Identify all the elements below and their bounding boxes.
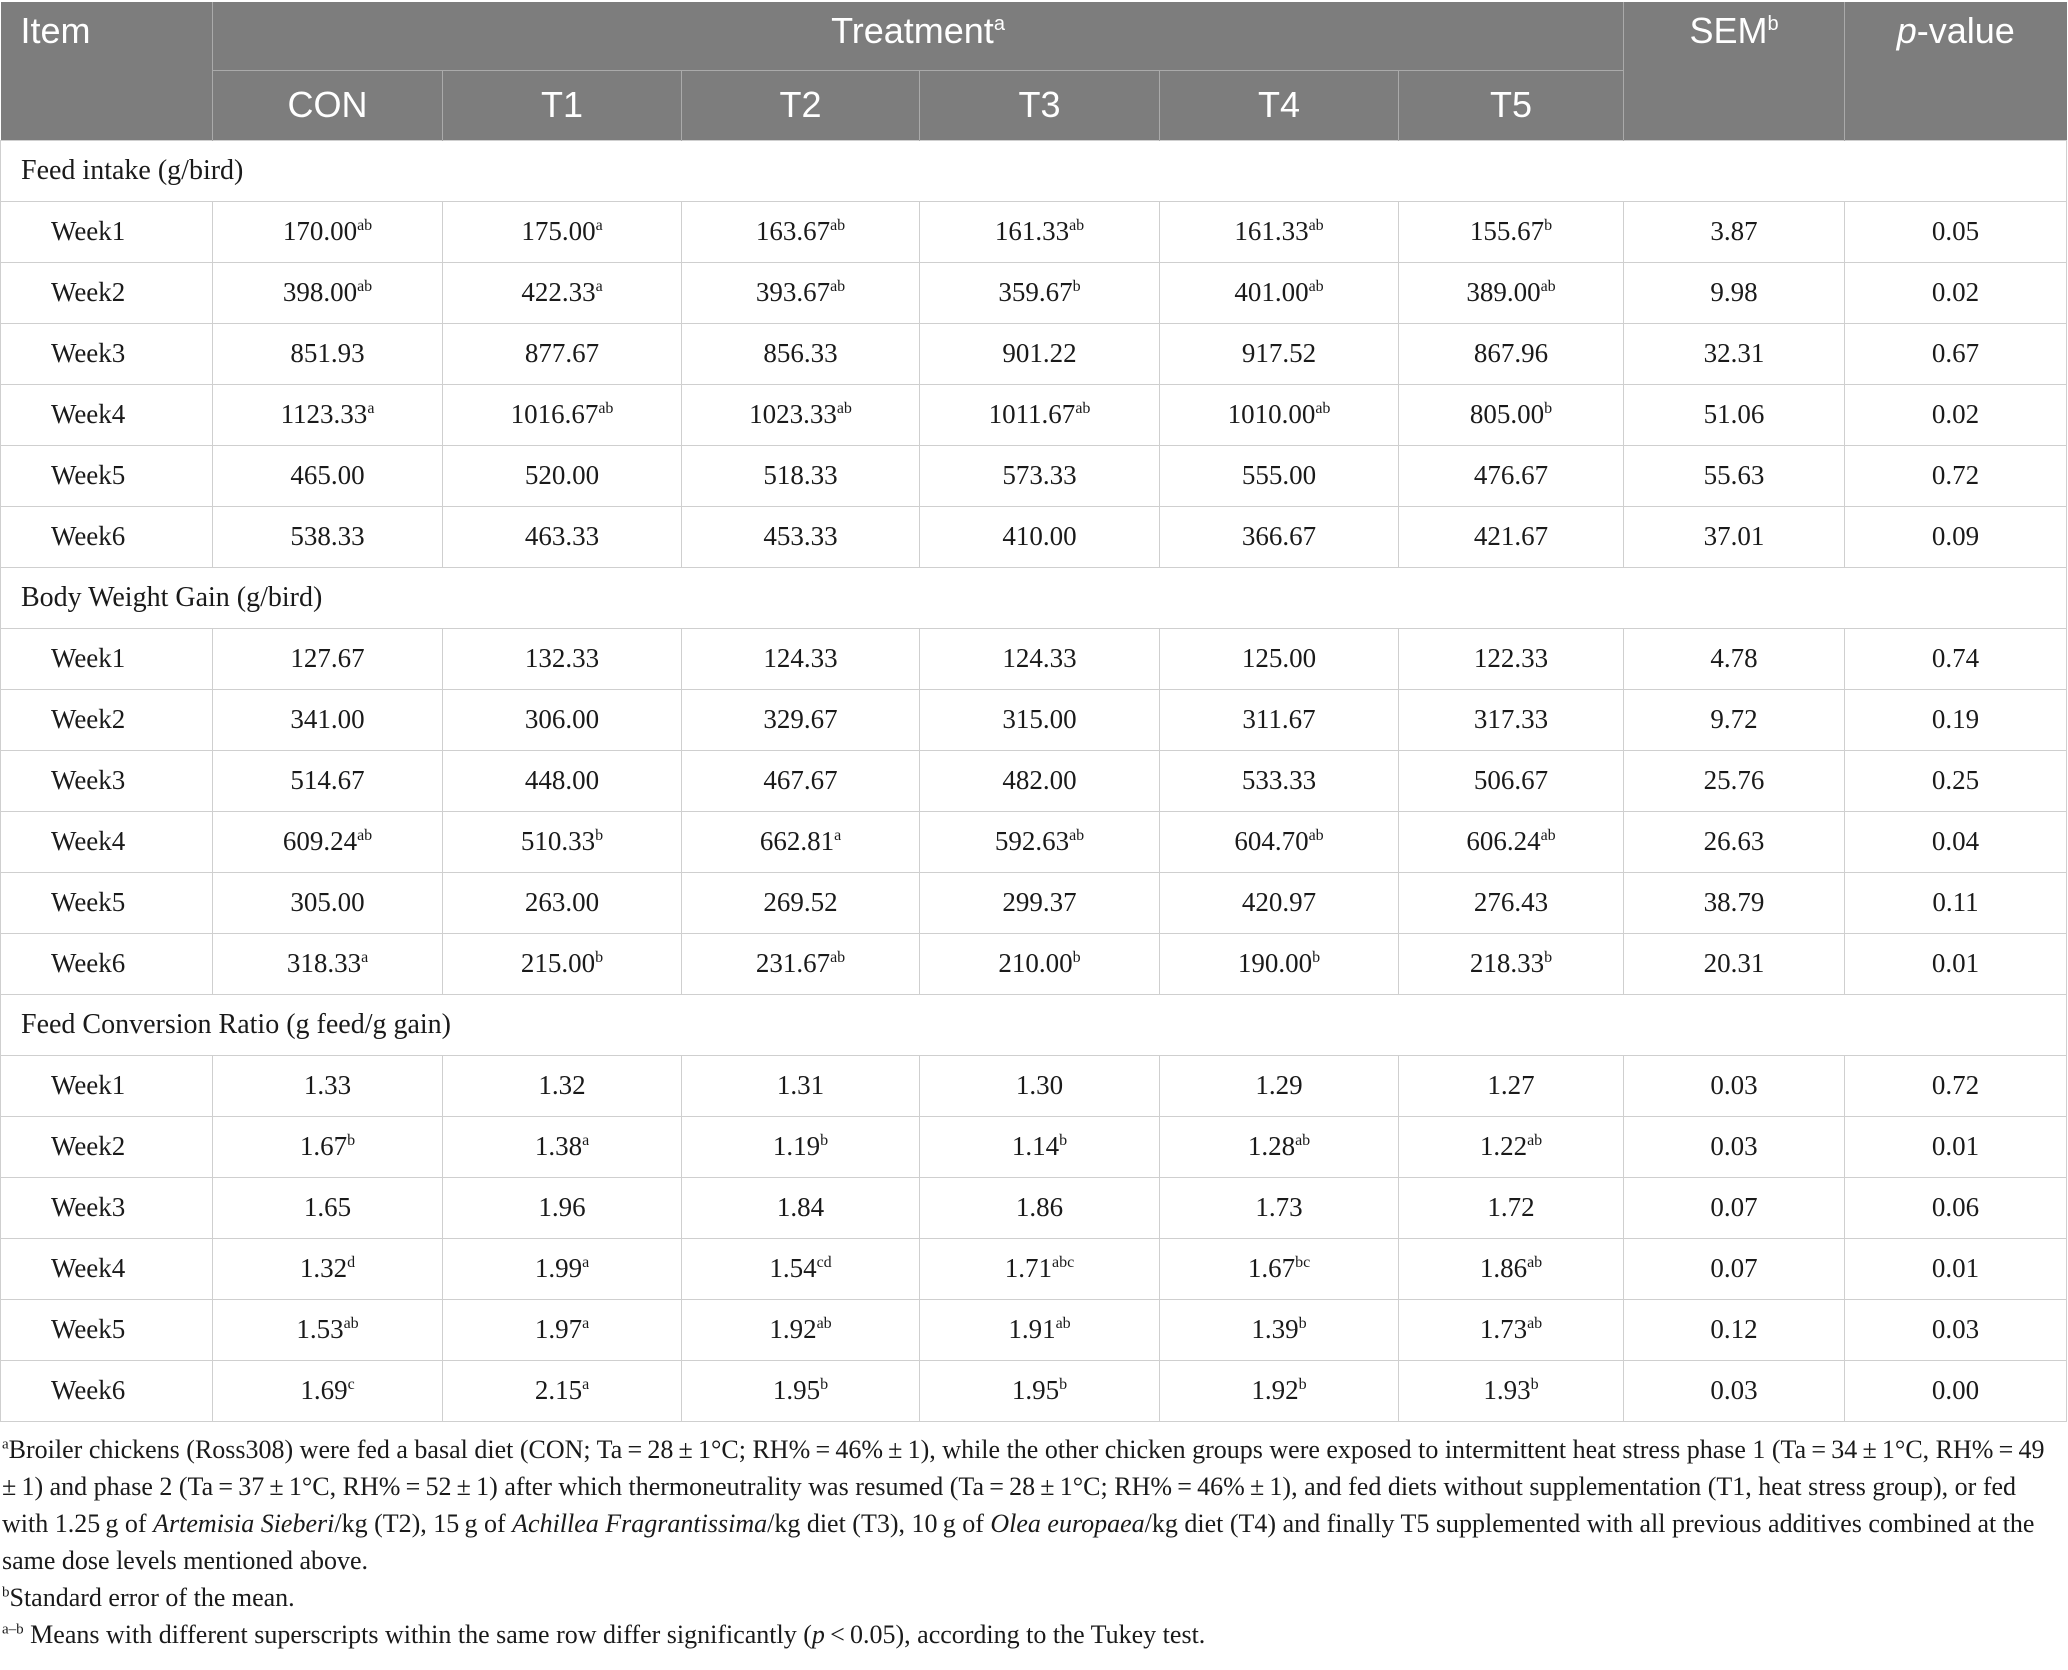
row-label: Week5 xyxy=(1,1299,213,1360)
section-header-row xyxy=(1,140,2067,201)
value-cell: 218.33$^b$ xyxy=(1399,933,1624,994)
value-cell: 538.33 xyxy=(213,506,443,567)
value-cell: 592.63$^{ab}$ xyxy=(920,811,1160,872)
sem-cell: 25.76 xyxy=(1624,750,1845,811)
value-cell: 175.00$^a$ xyxy=(443,201,682,262)
value-cell: 1.95$^b$ xyxy=(920,1360,1160,1421)
value-cell: 125.00 xyxy=(1160,628,1399,689)
value-cell: 453.33 xyxy=(682,506,920,567)
header-sem: SEM$^b$ xyxy=(1624,2,1845,140)
value-cell: 467.67 xyxy=(682,750,920,811)
header-item: Item xyxy=(1,2,213,140)
table-row xyxy=(1,933,2067,994)
row-label: Week6 xyxy=(1,506,213,567)
p-value-cell: 0.00 xyxy=(1845,1360,2067,1421)
value-cell: 299.37 xyxy=(920,872,1160,933)
value-cell: 1.32$^d$ xyxy=(213,1238,443,1299)
value-cell: 389.00$^{ab}$ xyxy=(1399,262,1624,323)
value-cell: 315.00 xyxy=(920,689,1160,750)
p-value-cell: 0.03 xyxy=(1845,1299,2067,1360)
value-cell: 1.95$^b$ xyxy=(682,1360,920,1421)
p-value-cell: 0.74 xyxy=(1845,628,2067,689)
value-cell: 305.00 xyxy=(213,872,443,933)
sem-cell: 0.07 xyxy=(1624,1177,1845,1238)
table-row xyxy=(1,689,2067,750)
value-cell: 1.69$^c$ xyxy=(213,1360,443,1421)
sem-cell: 0.03 xyxy=(1624,1360,1845,1421)
value-cell: 518.33 xyxy=(682,445,920,506)
table-row xyxy=(1,445,2067,506)
value-cell: 1.67$^b$ xyxy=(213,1116,443,1177)
header-p-value: p-value xyxy=(1845,2,2067,140)
value-cell: 311.67 xyxy=(1160,689,1399,750)
performance-table xyxy=(0,2,2067,1422)
value-cell: 1.91$^{ab}$ xyxy=(920,1299,1160,1360)
value-cell: 1.29 xyxy=(1160,1055,1399,1116)
p-value-cell: 0.67 xyxy=(1845,323,2067,384)
sem-cell: 32.31 xyxy=(1624,323,1845,384)
row-label: Week5 xyxy=(1,445,213,506)
value-cell: 510.33$^b$ xyxy=(443,811,682,872)
sem-cell: 9.72 xyxy=(1624,689,1845,750)
value-cell: 366.67 xyxy=(1160,506,1399,567)
p-value-cell: 0.05 xyxy=(1845,201,2067,262)
value-cell: 398.00$^{ab}$ xyxy=(213,262,443,323)
p-value-cell: 0.72 xyxy=(1845,445,2067,506)
value-cell: 463.33 xyxy=(443,506,682,567)
value-cell: 124.33 xyxy=(920,628,1160,689)
p-value-cell: 0.01 xyxy=(1845,933,2067,994)
sem-cell: 0.07 xyxy=(1624,1238,1845,1299)
value-cell: 1123.33$^a$ xyxy=(213,384,443,445)
table-row xyxy=(1,384,2067,445)
value-cell: 122.33 xyxy=(1399,628,1624,689)
row-label: Week1 xyxy=(1,628,213,689)
value-cell: 1.73$^{ab}$ xyxy=(1399,1299,1624,1360)
row-label: Week1 xyxy=(1,1055,213,1116)
value-cell: 318.33$^a$ xyxy=(213,933,443,994)
value-cell: 1.96 xyxy=(443,1177,682,1238)
value-cell: 805.00$^b$ xyxy=(1399,384,1624,445)
value-cell: 1.19$^b$ xyxy=(682,1116,920,1177)
value-cell: 231.67$^{ab}$ xyxy=(682,933,920,994)
value-cell: 161.33$^{ab}$ xyxy=(920,201,1160,262)
value-cell: 1023.33$^{ab}$ xyxy=(682,384,920,445)
section-header-row xyxy=(1,994,2067,1055)
value-cell: 341.00 xyxy=(213,689,443,750)
value-cell: 609.24$^{ab}$ xyxy=(213,811,443,872)
value-cell: 210.00$^b$ xyxy=(920,933,1160,994)
p-value-cell: 0.25 xyxy=(1845,750,2067,811)
value-cell: 163.67$^{ab}$ xyxy=(682,201,920,262)
value-cell: 1.99$^a$ xyxy=(443,1238,682,1299)
row-label: Week2 xyxy=(1,1116,213,1177)
p-value-cell: 0.02 xyxy=(1845,384,2067,445)
row-label: Week4 xyxy=(1,811,213,872)
value-cell: 155.67$^b$ xyxy=(1399,201,1624,262)
value-cell: 329.67 xyxy=(682,689,920,750)
value-cell: 1.97$^a$ xyxy=(443,1299,682,1360)
value-cell: 1.32 xyxy=(443,1055,682,1116)
sem-cell: 4.78 xyxy=(1624,628,1845,689)
value-cell: 132.33 xyxy=(443,628,682,689)
value-cell: 1.27 xyxy=(1399,1055,1624,1116)
section-title: Feed intake (g/bird) xyxy=(1,140,2067,201)
value-cell: 604.70$^{ab}$ xyxy=(1160,811,1399,872)
footnote-a: $^a$Broiler chickens (Ross308) were fed a basal diet (CON; Ta = 28 ± 1°C; RH% = 46% ± 1), while the other chicken groups were exposed to intermittent heat stress phase 1 (Ta = 34 ± 1°C, RH% = 49 ± 1) and phase 2 (Ta = 37 ± 1°C, RH% = 52 ± 1) after which thermoneutrality was resumed (Ta = 28 ± 1°C; RH% = 46% ± 1), and fed diets without supplementation (T1, heat stress group), or fed with 1.25 g of Artemisia Sieberi/kg (T2), 15 g of Achillea Fragrantissima/kg diet (T3), 10 g of Olea europaea/kg diet (T4) and finally T5 supplemented with all previous additives combined at the same dose levels mentioned above. xyxy=(2,1435,2050,1575)
value-cell: 317.33 xyxy=(1399,689,1624,750)
value-cell: 1.65 xyxy=(213,1177,443,1238)
table-row xyxy=(1,323,2067,384)
p-value-cell: 0.01 xyxy=(1845,1116,2067,1177)
sem-cell: 9.98 xyxy=(1624,262,1845,323)
sem-cell: 0.03 xyxy=(1624,1116,1845,1177)
value-cell: 1010.00$^{ab}$ xyxy=(1160,384,1399,445)
value-cell: 662.81$^a$ xyxy=(682,811,920,872)
table-row xyxy=(1,1055,2067,1116)
sem-cell: 26.63 xyxy=(1624,811,1845,872)
table-row xyxy=(1,628,2067,689)
value-cell: 1.72 xyxy=(1399,1177,1624,1238)
table-row xyxy=(1,1177,2067,1238)
value-cell: 263.00 xyxy=(443,872,682,933)
value-cell: 1.28$^{ab}$ xyxy=(1160,1116,1399,1177)
value-cell: 2.15$^a$ xyxy=(443,1360,682,1421)
section-title: Feed Conversion Ratio (g feed/g gain) xyxy=(1,994,2067,1055)
p-value-cell: 0.04 xyxy=(1845,811,2067,872)
value-cell: 1.54$^{cd}$ xyxy=(682,1238,920,1299)
value-cell: 359.67$^b$ xyxy=(920,262,1160,323)
value-cell: 482.00 xyxy=(920,750,1160,811)
value-cell: 1.33 xyxy=(213,1055,443,1116)
value-cell: 1.31 xyxy=(682,1055,920,1116)
section-header-row xyxy=(1,567,2067,628)
header-treatment: Treatment$^a$ xyxy=(213,2,1624,70)
value-cell: 1.53$^{ab}$ xyxy=(213,1299,443,1360)
value-cell: 877.67 xyxy=(443,323,682,384)
sem-cell: 20.31 xyxy=(1624,933,1845,994)
value-cell: 401.00$^{ab}$ xyxy=(1160,262,1399,323)
value-cell: 533.33 xyxy=(1160,750,1399,811)
value-cell: 421.67 xyxy=(1399,506,1624,567)
header-col-t3: T3 xyxy=(920,70,1160,140)
value-cell: 901.22 xyxy=(920,323,1160,384)
value-cell: 420.97 xyxy=(1160,872,1399,933)
table-row xyxy=(1,201,2067,262)
row-label: Week2 xyxy=(1,262,213,323)
value-cell: 1.30 xyxy=(920,1055,1160,1116)
value-cell: 555.00 xyxy=(1160,445,1399,506)
value-cell: 851.93 xyxy=(213,323,443,384)
footnote-ab: $^{a-b}$ Means with different superscripts within the same row differ significantly (p < 0.05), according to the Tukey test. xyxy=(2,1620,1206,1649)
header-col-t4: T4 xyxy=(1160,70,1399,140)
p-value-cell: 0.11 xyxy=(1845,872,2067,933)
sem-cell: 0.03 xyxy=(1624,1055,1845,1116)
value-cell: 124.33 xyxy=(682,628,920,689)
sem-cell: 3.87 xyxy=(1624,201,1845,262)
value-cell: 170.00$^{ab}$ xyxy=(213,201,443,262)
value-cell: 1.14$^b$ xyxy=(920,1116,1160,1177)
sem-cell: 37.01 xyxy=(1624,506,1845,567)
value-cell: 1.86 xyxy=(920,1177,1160,1238)
table-row xyxy=(1,1116,2067,1177)
row-label: Week3 xyxy=(1,1177,213,1238)
value-cell: 215.00$^b$ xyxy=(443,933,682,994)
value-cell: 573.33 xyxy=(920,445,1160,506)
footnotes xyxy=(2,1431,2062,1653)
sem-cell: 55.63 xyxy=(1624,445,1845,506)
value-cell: 190.00$^b$ xyxy=(1160,933,1399,994)
p-value-cell: 0.72 xyxy=(1845,1055,2067,1116)
value-cell: 1.84 xyxy=(682,1177,920,1238)
row-label: Week3 xyxy=(1,323,213,384)
table-row xyxy=(1,750,2067,811)
row-label: Week4 xyxy=(1,384,213,445)
row-label: Week5 xyxy=(1,872,213,933)
value-cell: 1.92$^b$ xyxy=(1160,1360,1399,1421)
value-cell: 1.39$^b$ xyxy=(1160,1299,1399,1360)
header-col-t5: T5 xyxy=(1399,70,1624,140)
header-col-con: CON xyxy=(213,70,443,140)
row-label: Week6 xyxy=(1,1360,213,1421)
row-label: Week2 xyxy=(1,689,213,750)
value-cell: 276.43 xyxy=(1399,872,1624,933)
value-cell: 856.33 xyxy=(682,323,920,384)
sem-cell: 51.06 xyxy=(1624,384,1845,445)
value-cell: 1016.67$^{ab}$ xyxy=(443,384,682,445)
table-row xyxy=(1,1299,2067,1360)
value-cell: 465.00 xyxy=(213,445,443,506)
row-label: Week6 xyxy=(1,933,213,994)
value-cell: 1.22$^{ab}$ xyxy=(1399,1116,1624,1177)
value-cell: 917.52 xyxy=(1160,323,1399,384)
value-cell: 520.00 xyxy=(443,445,682,506)
sem-cell: 38.79 xyxy=(1624,872,1845,933)
row-label: Week3 xyxy=(1,750,213,811)
value-cell: 410.00 xyxy=(920,506,1160,567)
value-cell: 1.73 xyxy=(1160,1177,1399,1238)
value-cell: 393.67$^{ab}$ xyxy=(682,262,920,323)
value-cell: 1.67$^{bc}$ xyxy=(1160,1238,1399,1299)
p-value-cell: 0.01 xyxy=(1845,1238,2067,1299)
sem-cell: 0.12 xyxy=(1624,1299,1845,1360)
table-row xyxy=(1,506,2067,567)
p-value-cell: 0.06 xyxy=(1845,1177,2067,1238)
p-value-cell: 0.02 xyxy=(1845,262,2067,323)
footnote-b: $^b$Standard error of the mean. xyxy=(2,1583,295,1612)
value-cell: 606.24$^{ab}$ xyxy=(1399,811,1624,872)
table-row xyxy=(1,872,2067,933)
row-label: Week4 xyxy=(1,1238,213,1299)
value-cell: 476.67 xyxy=(1399,445,1624,506)
value-cell: 127.67 xyxy=(213,628,443,689)
p-value-cell: 0.09 xyxy=(1845,506,2067,567)
table-row xyxy=(1,1238,2067,1299)
value-cell: 1.92$^{ab}$ xyxy=(682,1299,920,1360)
table-row xyxy=(1,262,2067,323)
value-cell: 161.33$^{ab}$ xyxy=(1160,201,1399,262)
header-col-t2: T2 xyxy=(682,70,920,140)
value-cell: 1.71$^{abc}$ xyxy=(920,1238,1160,1299)
value-cell: 867.96 xyxy=(1399,323,1624,384)
value-cell: 514.67 xyxy=(213,750,443,811)
value-cell: 448.00 xyxy=(443,750,682,811)
table-row xyxy=(1,1360,2067,1421)
p-value-cell: 0.19 xyxy=(1845,689,2067,750)
table-row xyxy=(1,811,2067,872)
value-cell: 1.38$^a$ xyxy=(443,1116,682,1177)
value-cell: 1011.67$^{ab}$ xyxy=(920,384,1160,445)
value-cell: 269.52 xyxy=(682,872,920,933)
value-cell: 1.86$^{ab}$ xyxy=(1399,1238,1624,1299)
row-label: Week1 xyxy=(1,201,213,262)
value-cell: 1.93$^b$ xyxy=(1399,1360,1624,1421)
header-col-t1: T1 xyxy=(443,70,682,140)
section-title: Body Weight Gain (g/bird) xyxy=(1,567,2067,628)
value-cell: 506.67 xyxy=(1399,750,1624,811)
value-cell: 306.00 xyxy=(443,689,682,750)
value-cell: 422.33$^a$ xyxy=(443,262,682,323)
